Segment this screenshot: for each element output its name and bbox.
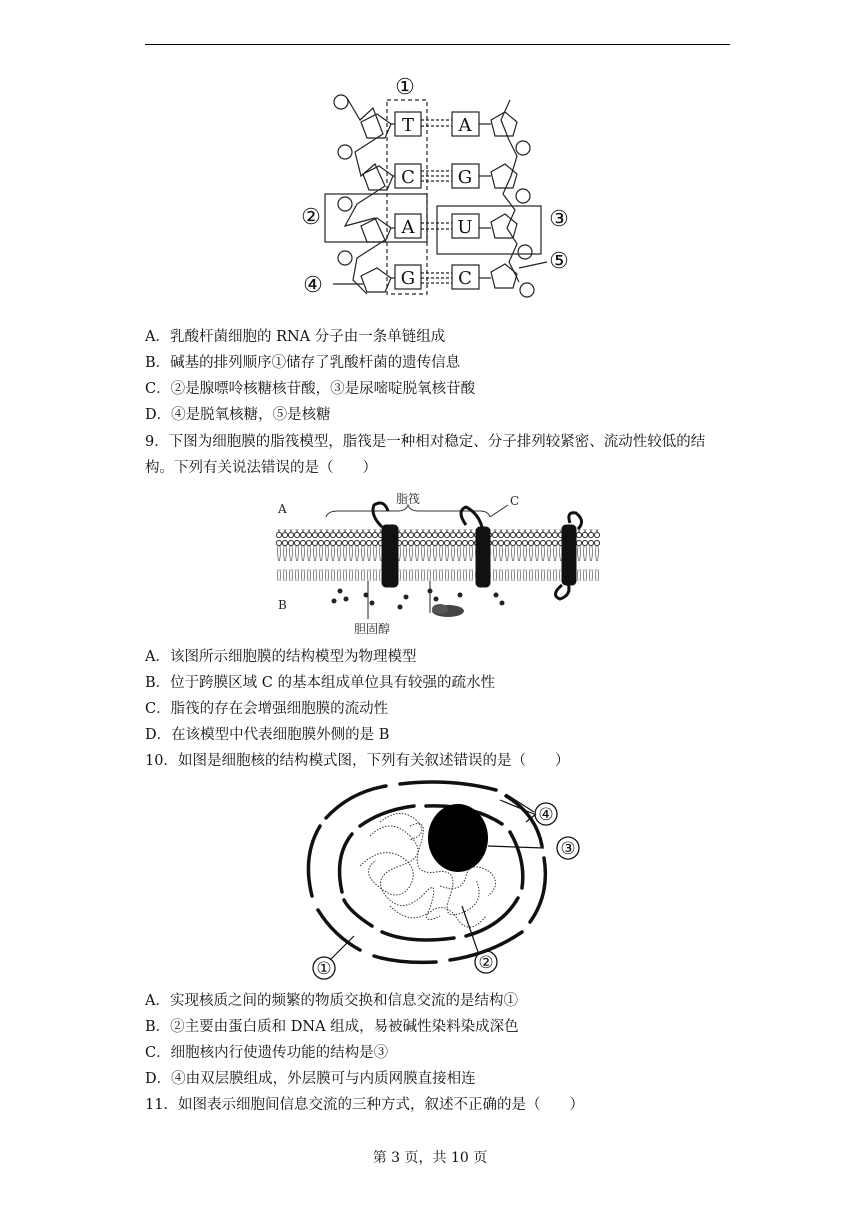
- fig1-label-5: ⑤: [549, 249, 569, 274]
- nucleic-acid-figure: [295, 72, 575, 302]
- q10-stem: 10．如图是细胞核的结构模式图，下列有关叙述错误的是（ ）: [145, 753, 570, 769]
- fig1-label-4: ④: [303, 273, 323, 298]
- fig1-label-2: ②: [301, 205, 321, 230]
- q8-option-c: C．②是腺嘌呤核糖核苷酸，③是尿嘧啶脱氧核苷酸: [145, 381, 476, 397]
- lipid-raft-figure: [270, 487, 610, 637]
- q8-option-d: D．④是脱氧核糖，⑤是核糖: [145, 407, 331, 423]
- cholesterol-label: 胆固醇: [354, 622, 391, 636]
- header-rule: [145, 44, 730, 45]
- base-right-2: G: [457, 167, 473, 188]
- q9-stem: 9．下图为细胞膜的脂筏模型，脂筏是一种相对稳定、分子排列较紧密、流动性较低的结构。下列有关说法错误的是（ ）: [145, 434, 706, 476]
- raft-label: 脂筏: [396, 492, 421, 506]
- q9-option-c: C．脂筏的存在会增强细胞膜的流动性: [145, 701, 389, 717]
- q10-option-a: A．实现核质之间的频繁的物质交换和信息交流的是结构①: [145, 993, 518, 1009]
- q9-option-a: A．该图所示细胞膜的结构模型为物理模型: [145, 649, 417, 665]
- membrane-label-b: B: [278, 598, 287, 612]
- base-left-1: T: [401, 115, 415, 136]
- nucleus-figure: [290, 776, 590, 982]
- fig1-label-3: ③: [549, 207, 569, 232]
- nucleus-label-3: ③: [560, 839, 576, 859]
- page-footer: 第 3 页，共 10 页: [372, 1150, 488, 1166]
- q11-stem: 11．如图表示细胞间信息交流的三种方式，叙述不正确的是（ ）: [145, 1097, 584, 1113]
- q9-option-d: D．在该模型中代表细胞膜外侧的是 B: [145, 727, 390, 743]
- nucleus-label-2: ②: [478, 953, 494, 973]
- q9-option-b: B．位于跨膜区域 C 的基本组成单位具有较强的疏水性: [145, 675, 495, 691]
- q8-option-b: B．碱基的排列顺序①储存了乳酸杆菌的遗传信息: [145, 355, 461, 371]
- base-left-4: G: [400, 268, 416, 289]
- q10-option-d: D．④由双层膜组成，外层膜可与内质网膜直接相连: [145, 1071, 476, 1087]
- q10-option-b: B．②主要由蛋白质和 DNA 组成，易被碱性染料染成深色: [145, 1019, 519, 1035]
- base-right-1: A: [458, 115, 472, 136]
- q10-option-c: C．细胞核内行使遗传功能的结构是③: [145, 1045, 389, 1061]
- base-right-3: U: [457, 217, 473, 238]
- base-left-2: C: [401, 167, 415, 188]
- base-right-4: C: [458, 268, 472, 289]
- fig1-label-1: ①: [395, 75, 415, 100]
- q8-option-a: A．乳酸杆菌细胞的 RNA 分子由一条单链组成: [145, 329, 446, 345]
- membrane-label-a: A: [278, 502, 287, 516]
- nucleus-label-4: ④: [538, 805, 554, 825]
- base-left-3: A: [401, 217, 415, 238]
- nucleus-label-1: ①: [316, 959, 332, 979]
- membrane-label-c: C: [510, 494, 520, 508]
